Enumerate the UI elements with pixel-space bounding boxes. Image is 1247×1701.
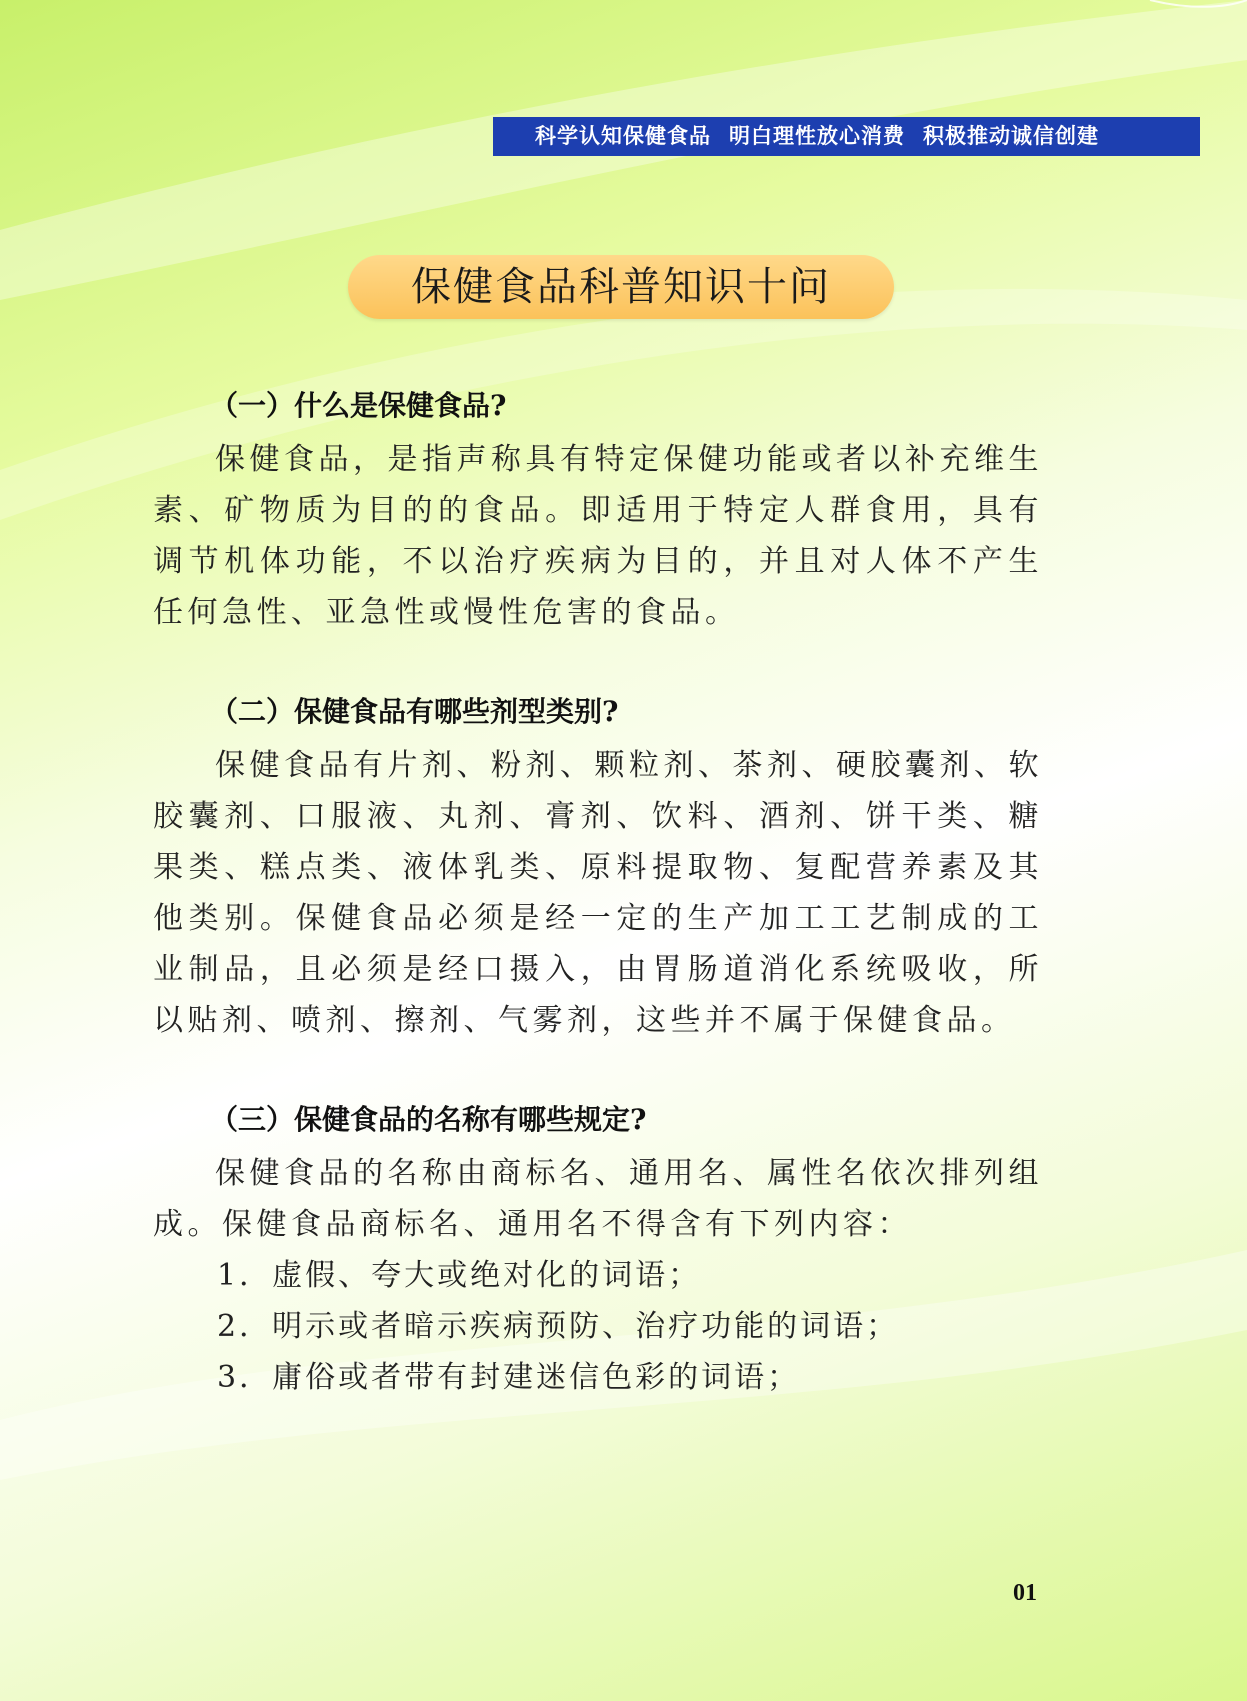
section-1	[153, 380, 1043, 638]
page-title: 保健食品科普知识十问	[348, 255, 894, 319]
section-paragraph: 保健食品，是指声称具有特定保健功能或者以补充维生素、矿物质为目的的食品。即适用于特定人群食用，具有调节机体功能，不以治疗疾病为目的，并且对人体不产生任何急性、亚急性或慢性危害的食品。	[153, 442, 1043, 630]
banner-slogan-3: 积极推动诚信创建	[923, 124, 1099, 148]
section-3	[153, 1094, 1043, 1403]
section-2	[153, 686, 1043, 1046]
banner-slogan-1: 科学认知保健食品	[535, 124, 711, 148]
section-heading: （一）什么是保健食品?	[210, 389, 507, 422]
list-item: 3．庸俗或者带有封建迷信色彩的词语；	[217, 1360, 801, 1395]
section-heading: （二）保健食品有哪些剂型类别?	[210, 695, 619, 728]
main-content	[153, 380, 1043, 1403]
section-heading: （三）保健食品的名称有哪些规定?	[210, 1103, 647, 1136]
banner-slogan-2: 明白理性放心消费	[729, 124, 905, 148]
section-paragraph: 保健食品的名称由商标名、通用名、属性名依次排列组成。保健食品商标名、通用名不得含有下列内容：	[153, 1156, 1043, 1242]
page-number: 01	[1013, 1580, 1037, 1606]
header-slogan-banner	[493, 117, 1200, 156]
list-item: 2．明示或者暗示疾病预防、治疗功能的词语；	[217, 1309, 900, 1344]
section-paragraph: 保健食品有片剂、粉剂、颗粒剂、茶剂、硬胶囊剂、软胶囊剂、口服液、丸剂、膏剂、饮料、酒剂、饼干类、糖果类、糕点类、液体乳类、原料提取物、复配营养素及其他类别。保健食品必须是经一定的生产加工工艺制成的工业制品，且必须是经口摄入，由胃肠道消化系统吸收，所以贴剂、喷剂、擦剂、气雾剂，这些并不属于保健食品。	[153, 748, 1043, 1038]
prohibited-content-list	[153, 1250, 1043, 1403]
list-item: 1．虚假、夸大或绝对化的词语；	[217, 1258, 702, 1293]
